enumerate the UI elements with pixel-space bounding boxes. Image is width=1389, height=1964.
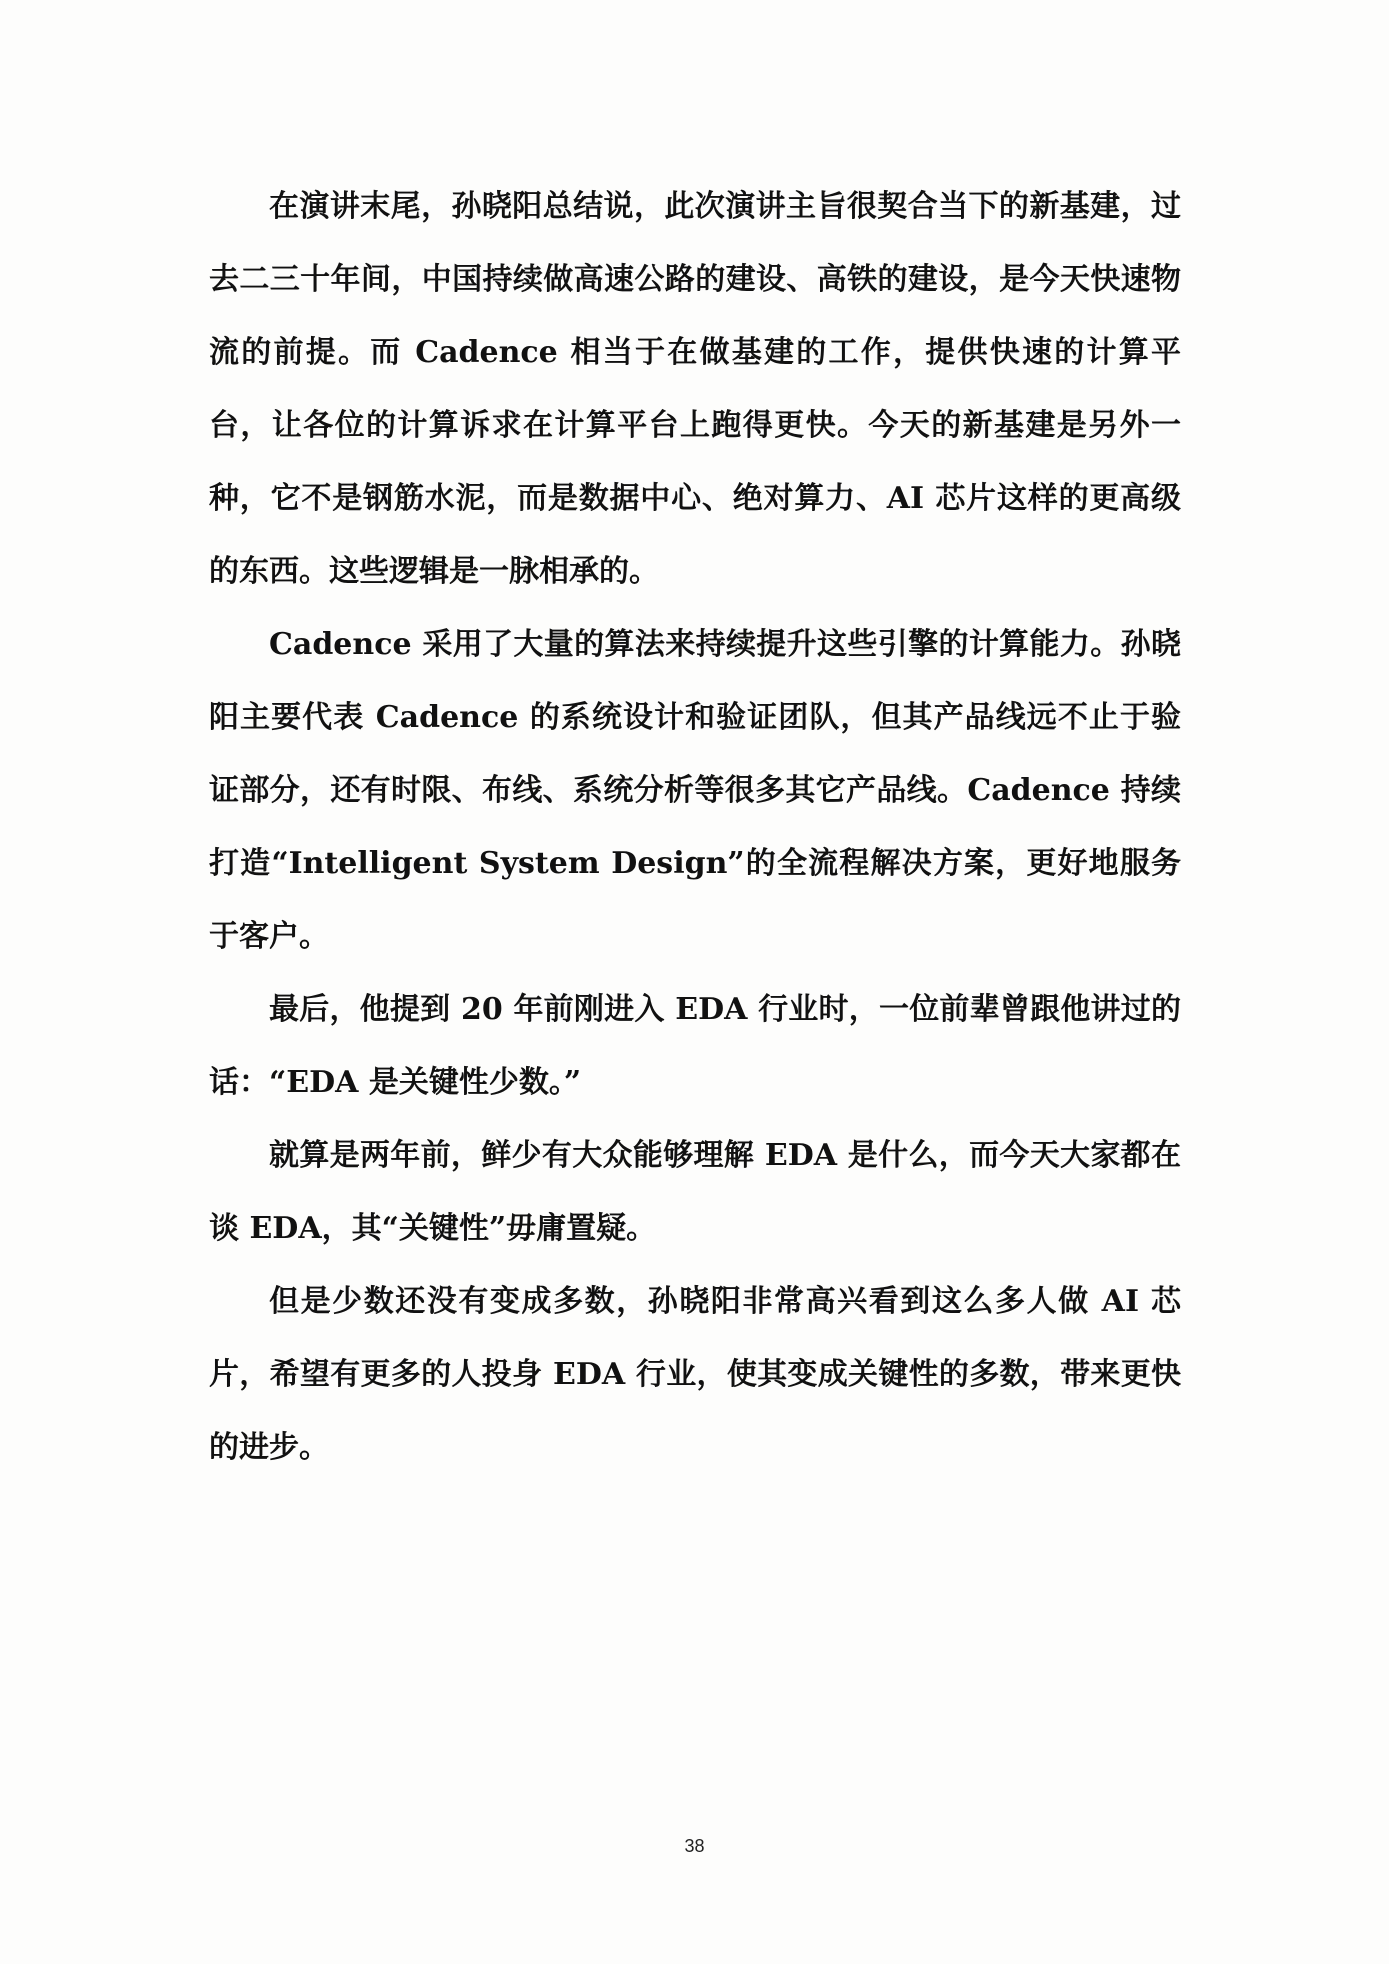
page-number: 38 <box>684 1836 705 1856</box>
paragraph-3: 最后，他提到 20 年前刚进入 EDA 行业时，一位前辈曾跟他讲过的话：“EDA 是关键性少数。” <box>209 992 1181 1100</box>
paragraph-5: 但是少数还没有变成多数，孙晓阳非常高兴看到这么多人做 AI 芯片，希望有更多的人投身 EDA 行业，使其变成关键性的多数，带来更快的进步。 <box>209 1284 1181 1465</box>
paragraph-1: 在演讲末尾，孙晓阳总结说，此次演讲主旨很契合当下的新基建，过去二三十年间，中国持续做高速公路的建设、高铁的建设，是今天快速物流的前提。而 Cadence 相当于在做基建的工作，提供快速的计算平台，让各位的计算诉求在计算平台上跑得更快。今天的新基建是另外一种，它不是钢筋水泥，而是数据中心、绝对算力、AI 芯片这样的更高级的东西。这些逻辑是一脉相承的。 <box>209 189 1181 589</box>
paragraph-2: Cadence 采用了大量的算法来持续提升这些引擎的计算能力。孙晓阳主要代表 Cadence 的系统设计和验证团队，但其产品线远不止于验证部分，还有时限、布线、系统分析等很多其它产品线。Cadence 持续打造“Intelligent System Design”的全流程解决方案，更好地服务于客户。 <box>209 627 1181 954</box>
body-text <box>209 170 1181 1484</box>
paragraph-4: 就算是两年前，鲜少有大众能够理解 EDA 是什么，而今天大家都在谈 EDA，其“关键性”毋庸置疑。 <box>209 1138 1181 1246</box>
